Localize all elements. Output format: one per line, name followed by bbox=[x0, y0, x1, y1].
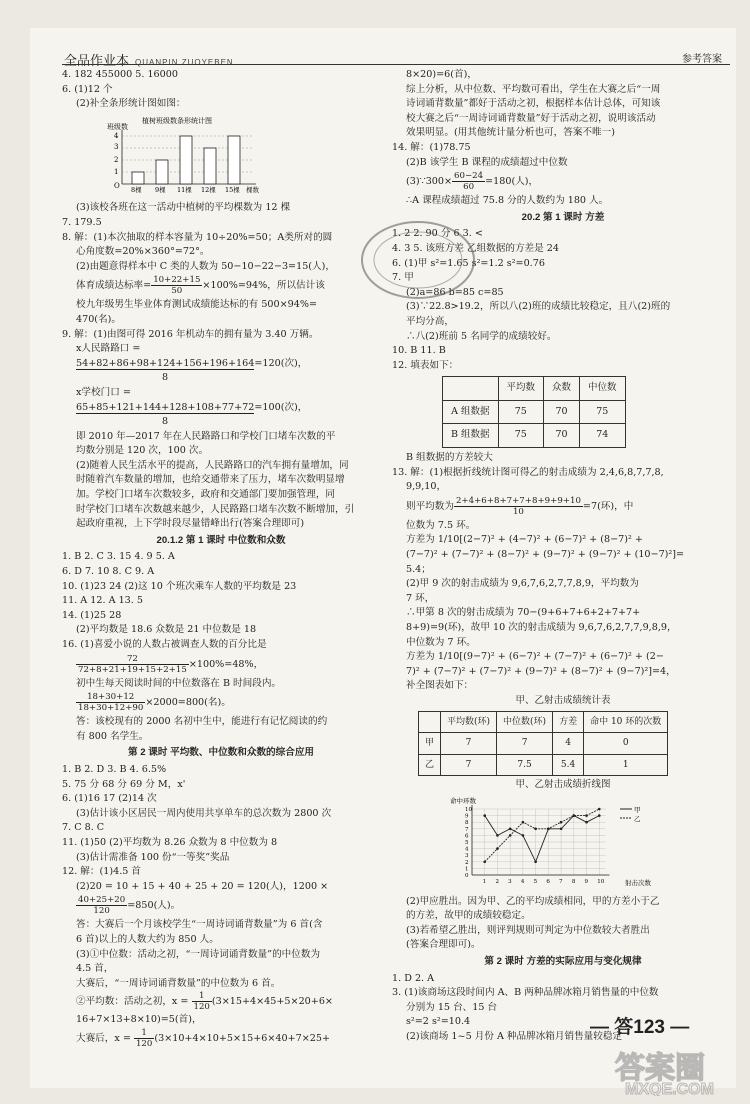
text-line: 位数为 7.5 环。 bbox=[406, 519, 476, 531]
text-line: 470(名)。 bbox=[76, 313, 121, 325]
x-tick: 6 bbox=[546, 878, 550, 885]
left-column bbox=[62, 68, 380, 1050]
text: (3×10+4×10+5×15+6×40+7×25+ bbox=[154, 1032, 331, 1044]
text-line: 7 环， bbox=[406, 592, 435, 604]
x-tick: 2 bbox=[495, 878, 499, 885]
section-title: 第 2 课时 方差的实际应用与变化规律 bbox=[484, 955, 642, 967]
y-tick: 1 bbox=[465, 866, 469, 873]
text-line: 6. D 7. 10 8. C 9. A bbox=[62, 566, 155, 578]
yi-series-point bbox=[560, 821, 563, 824]
numerator: 72 bbox=[76, 654, 189, 665]
text-line: 8. 解：(1)本次抽取的样本容量为 10÷20%=50；A类所对的圆 bbox=[62, 231, 333, 243]
text-line: (2)甲应胜出。因为甲、乙的平均成绩相同，甲的方差小于乙 bbox=[406, 895, 660, 907]
denominator: 72+8+21+19+15+2+15 bbox=[78, 664, 187, 675]
text-line: ∴甲第 8 次的射击成绩为 70−(9+6+7+6+2+7+7+ bbox=[406, 607, 641, 619]
x-tick-labels bbox=[131, 185, 260, 194]
header-rule bbox=[62, 64, 730, 65]
text-line: x学校门口 = bbox=[76, 386, 131, 398]
text-line: 初中生每天阅读时间的中位数落在 B 时间段内。 bbox=[76, 677, 282, 689]
text-line: 8×20)=6(首)， bbox=[406, 69, 477, 80]
text-line: 答：大赛后一个月该校学生“一周诗词诵背数量”为 6 首(含 bbox=[76, 919, 323, 931]
denominator: 18+30+12+90 bbox=[78, 703, 144, 714]
jia-series-point bbox=[534, 860, 537, 863]
chart-caption: 甲、乙射击成绩折线图 bbox=[515, 779, 611, 791]
text-line: 1. B 2. D 3. B 4. 6.5% bbox=[62, 763, 167, 775]
text-line: 起政府重视，上下学时段尽量错峰出行(答案合理即可) bbox=[76, 518, 305, 530]
fraction bbox=[192, 991, 212, 1012]
yi-series-point bbox=[483, 860, 486, 863]
table-cell bbox=[419, 711, 441, 733]
text-line: 方差为 1/10[(9−7)² + (6−7)² + (7−7)² + (6−7)² + (2− bbox=[406, 651, 664, 663]
text-line: (2)该商场 1~5 月份 A 种品牌冰箱月销售量较稳定 bbox=[406, 1030, 623, 1042]
table-cell: 70 bbox=[544, 400, 580, 424]
homework-stamp bbox=[358, 218, 478, 303]
legend-label: 乙 bbox=[634, 814, 641, 823]
line-chart-shooting bbox=[442, 795, 682, 887]
jia-series-point bbox=[522, 834, 525, 837]
table-cell: 平均数(环) bbox=[441, 711, 497, 733]
denominator: 120 bbox=[135, 1038, 153, 1049]
table-cell: 70 bbox=[544, 424, 580, 448]
text-line: ∴八(2)班前 5 名同学的成绩较好。 bbox=[406, 330, 557, 342]
right-column bbox=[392, 68, 734, 1044]
text-line: 时随着汽车数量的增加，也给交通带来了压力，堵车次数明显增 bbox=[76, 474, 345, 486]
text-line: 1. D 2. A bbox=[392, 972, 435, 984]
x-tick: 9 bbox=[584, 878, 589, 885]
y-tick: 9 bbox=[465, 813, 469, 820]
numerator: 2+4+6+8+7+7+8+9+9+10 bbox=[455, 495, 581, 506]
header-left bbox=[64, 50, 234, 69]
text-line: 12. 解：(1)4.5 首 bbox=[62, 866, 141, 878]
svg-text:答案圈: 答案圈 bbox=[615, 1052, 705, 1085]
bar bbox=[132, 172, 144, 184]
text-line: 11. A 12. A 13. 5 bbox=[62, 595, 143, 607]
section-title: 20.1.2 第 1 课时 中位数和众数 bbox=[156, 534, 286, 546]
text-line: 4. 3 5. 该班方差 乙组数据的方差是 24 bbox=[392, 242, 559, 254]
denominator: 8 bbox=[162, 416, 169, 428]
text: 则平均数为 bbox=[406, 500, 454, 512]
y-tick: 10 bbox=[465, 806, 472, 813]
jia-series-point bbox=[496, 834, 499, 837]
text-line: 中位数为 7 环。 bbox=[406, 636, 476, 648]
table-row bbox=[443, 400, 626, 424]
denominator: 120 bbox=[93, 906, 110, 917]
x-tick: 15棵 bbox=[225, 185, 240, 194]
text-line: B 组数据的方差较大 bbox=[406, 452, 493, 464]
yi-series-point bbox=[534, 827, 537, 830]
y-tick: 7 bbox=[465, 826, 469, 833]
jia-series-line bbox=[485, 816, 600, 862]
denominator: 10 bbox=[512, 506, 524, 517]
numerator: 1 bbox=[192, 991, 212, 1002]
text-line: 3. (1)该商场这段时间内 A、B 两种品牌冰箱月销售量的中位数 bbox=[392, 987, 659, 999]
fraction bbox=[134, 1028, 154, 1049]
text: =120(次)， bbox=[254, 357, 308, 369]
text-line: (2)a=86 b=85 c=85 bbox=[406, 286, 504, 298]
text: ×100%=94%，所以估计该 bbox=[202, 280, 325, 292]
table-header-row bbox=[419, 711, 668, 733]
text-line: ∴A 课程成绩超过 75.8 分的人数约为 180 人。 bbox=[406, 195, 609, 207]
text-line bbox=[62, 371, 380, 386]
table-cell: 75 bbox=[498, 400, 544, 424]
denominator: 120 bbox=[193, 1002, 210, 1013]
table-cell: 0 bbox=[584, 733, 668, 755]
text: 体育成绩达标率= bbox=[76, 280, 152, 292]
text-line: 7. 179.5 bbox=[62, 216, 102, 228]
text-line: 心角度数=20%×360°=72°。 bbox=[76, 246, 210, 258]
y-tick: 4 bbox=[465, 846, 469, 853]
text-line: 答：该校现有的 2000 名初中生中，能进行有记忆阅读的约 bbox=[76, 716, 328, 728]
text-line: (答案合理即可)。 bbox=[406, 939, 481, 951]
table-cell: 4 bbox=[553, 733, 584, 755]
text-line bbox=[62, 691, 380, 715]
table-cell: 乙 bbox=[419, 754, 441, 776]
x-tick: 10 bbox=[597, 878, 605, 885]
table-cell: 甲 bbox=[419, 733, 441, 755]
bar bbox=[180, 136, 192, 184]
text-line: 效果明显。(用其他统计量分析也可，答案不唯一) bbox=[406, 127, 615, 139]
text-line: 加。学校门口堵车次数较多，政府和交通部门要加强管理，同 bbox=[76, 489, 336, 501]
table-cell: 75 bbox=[498, 424, 544, 448]
site-watermark bbox=[395, 1038, 735, 1096]
x-tick: 5 bbox=[533, 878, 538, 885]
fraction bbox=[76, 692, 145, 713]
text-line: 时学校门口堵车次数越来越少，人民路路口堵车次数不断增加，引 bbox=[76, 503, 355, 515]
text-line: x人民路路口 = bbox=[76, 343, 141, 355]
text: (3)∵300× bbox=[406, 176, 453, 188]
y-tick: 2 bbox=[465, 859, 469, 866]
text-line: (3)估计需准备 100 份“一等奖”奖品 bbox=[76, 851, 230, 863]
y-tick: 8 bbox=[465, 820, 469, 827]
text-line: 校九年级男生毕业体育测试成绩能达标的有 500×94%= bbox=[76, 299, 318, 311]
yi-series-point bbox=[522, 821, 525, 824]
x-tick: 1 bbox=[482, 878, 487, 885]
text-line: 5.4； bbox=[406, 563, 431, 575]
table-cell bbox=[443, 377, 499, 401]
text-line: 6. (1)12 个 bbox=[62, 83, 113, 95]
numerator: 18+30+12 bbox=[76, 692, 145, 703]
text-line bbox=[62, 991, 380, 1013]
text-line: (3)若希望乙胜出，则评判规则可判定为中位数较大者胜出 bbox=[406, 924, 650, 936]
section-title: 第 2 课时 平均数、中位数和众数的综合应用 bbox=[127, 747, 315, 759]
text-line: 4. 182 455000 5. 16000 bbox=[62, 69, 178, 80]
x-tick: 12棵 bbox=[201, 185, 216, 194]
y-tick-labels bbox=[114, 132, 120, 190]
bar bbox=[156, 160, 168, 184]
text-line: 补全图表如下： bbox=[406, 680, 474, 692]
x-tick: 11棵 bbox=[177, 185, 192, 194]
x-axis-label: 棵数 bbox=[246, 185, 259, 194]
text-line: (3)∵22.8>19.2，所以八(2)班的成绩比较稳定，且八(2)班的 bbox=[406, 301, 671, 313]
text-line: (2)随着人民生活水平的提高，人民路路口的汽车拥有量增加，同 bbox=[76, 459, 349, 471]
text-line: (2)20 = 10 + 15 + 40 + 25 + 20 = 120(人)，1200 × bbox=[76, 880, 329, 892]
fraction bbox=[76, 895, 127, 916]
table-row bbox=[419, 754, 668, 776]
book-title: 全品作业本 bbox=[64, 53, 130, 68]
text-line: 方差为 1/10[(2−7)² + (4−7)² + (6−7)² + (8−7)² + bbox=[406, 534, 643, 546]
jia-series-point bbox=[483, 814, 486, 817]
numerator: 54+82+86+98+124+156+196+164 bbox=[76, 357, 255, 369]
table-cell: 众数 bbox=[544, 377, 580, 401]
y-tick: 0 bbox=[465, 872, 469, 879]
text-line: 14. 解：(1)78.75 bbox=[392, 141, 471, 153]
shooting-table bbox=[418, 711, 668, 777]
text-line: 综上分析，从中位数、平均数可看出，学生在大赛之后“一周 bbox=[406, 83, 661, 95]
text: 大赛后，x = bbox=[76, 1032, 134, 1044]
numerator: 60−24 bbox=[454, 171, 484, 182]
text-line: 平均分高， bbox=[406, 315, 454, 327]
text-line: (3)该校各班在这一活动中植树的平均棵数为 12 棵 bbox=[76, 202, 291, 214]
text-line: 校大赛之后“一周诗词诵背数量”好于活动之初，说明该活动 bbox=[406, 112, 656, 124]
numerator: 10+22+15 bbox=[153, 275, 201, 286]
text-line: 10. B 11. B bbox=[392, 345, 446, 357]
text: ×100%=48%， bbox=[188, 658, 264, 670]
yi-series-point bbox=[585, 814, 588, 817]
yi-series-point bbox=[509, 834, 512, 837]
y-tick: 5 bbox=[465, 839, 469, 846]
text-line: s²=2 s²=10.4 bbox=[406, 1016, 471, 1028]
chart-ylabel: 班级数 bbox=[107, 123, 128, 131]
bar bbox=[228, 136, 240, 184]
text-line: 8+9)=9(环)，故甲 10 次的射击成绩为 9,6,7,6,2,7,7,9,8,9， bbox=[406, 622, 677, 633]
legend-label: 甲 bbox=[634, 805, 641, 814]
y-tick: 4 bbox=[114, 131, 119, 140]
text-line: 5. 75 分 68 分 69 分 M，x' bbox=[62, 778, 186, 790]
x-tick: 9棵 bbox=[155, 185, 166, 194]
table-caption: 甲、乙射击成绩统计表 bbox=[515, 694, 611, 706]
jia-series-point bbox=[509, 827, 512, 830]
text-line: (3)估计该小区居民一周内使用共享单车的总次数为 2800 次 bbox=[76, 807, 332, 819]
text-line: 即 2010 年—2017 年在人民路路口和学校门口堵车次数的平 bbox=[76, 430, 336, 442]
text-line: 12. 填表如下： bbox=[392, 359, 459, 371]
yi-series-point bbox=[547, 827, 550, 830]
denominator: 50 bbox=[171, 286, 183, 297]
text-line: 7)² + (7−7)² + (7−7)² + (9−7)² + (8−7)² + (9−7)²]=4， bbox=[406, 665, 676, 677]
text: =7(环)，中 bbox=[582, 500, 634, 512]
denominator: 8 bbox=[162, 372, 169, 384]
table-cell: 1 bbox=[584, 754, 668, 776]
table-cell: 中位数(环) bbox=[497, 711, 553, 733]
text-line: 11. (1)50 (2)平均数为 8.26 众数为 8 中位数为 8 bbox=[62, 836, 278, 848]
table-row bbox=[419, 733, 668, 755]
y-tick: 1 bbox=[114, 167, 119, 176]
jia-series-point bbox=[598, 814, 601, 817]
numerator: 40+25+20 bbox=[78, 895, 126, 906]
text: =100(次)， bbox=[254, 401, 308, 413]
text-line: (3)①中位数：活动之初，“一周诗词诵背数量”的中位数为 bbox=[76, 948, 321, 960]
table-cell: 7 bbox=[497, 733, 553, 755]
text-line bbox=[62, 653, 380, 677]
text-line: 9. 解：(1)由图可得 2016 年机动车的拥有量为 3.40 万辆。 bbox=[62, 328, 319, 340]
text-line bbox=[62, 1028, 380, 1050]
text-line bbox=[62, 415, 380, 430]
svg-text:MXQE.COM: MXQE.COM bbox=[625, 1081, 714, 1096]
text-line: 4.5 首， bbox=[76, 963, 114, 975]
legend bbox=[620, 806, 641, 823]
y-tick: 6 bbox=[465, 833, 469, 840]
table-cell: 7.5 bbox=[497, 754, 553, 776]
text-line: (2)平均数是 18.6 众数是 21 中位数是 18 bbox=[76, 624, 257, 636]
x-tick: 8棵 bbox=[131, 185, 142, 194]
text-line bbox=[62, 357, 380, 372]
stats-table bbox=[442, 376, 626, 448]
chart-title: 植树班级数条形统计图 bbox=[142, 117, 212, 125]
table-cell: 74 bbox=[580, 424, 626, 448]
text-line bbox=[62, 894, 380, 918]
text-line: 1. B 2. C 3. 15 4. 9 5. A bbox=[62, 551, 175, 563]
text-line: 16. (1)喜爱小说的人数占被调查人数的百分比是 bbox=[62, 639, 267, 650]
jia-series-point bbox=[560, 827, 563, 830]
table-cell: 平均数 bbox=[498, 377, 544, 401]
text-line bbox=[392, 170, 734, 194]
denominator: 60 bbox=[463, 182, 475, 193]
y-tick: 3 bbox=[114, 142, 119, 151]
text-line: 6. (1)甲 s²=1.65 s²=1.2 s²=0.76 bbox=[392, 257, 545, 269]
table-cell: 方差 bbox=[553, 711, 584, 733]
text-line: (2)B 该学生 B 课程的成绩超过中位数 bbox=[406, 156, 568, 168]
numerator: 65+85+121+144+128+108+77+72 bbox=[76, 401, 255, 413]
text-line: 1. 2 2. 90 分 6 3. < bbox=[392, 228, 483, 240]
y-tick: 3 bbox=[465, 853, 469, 860]
table-cell: 命中 10 环的次数 bbox=[584, 711, 668, 733]
text-line: (2)甲 9 次的射击成绩为 9,6,7,6,2,7,7,8,9，平均数为 bbox=[406, 578, 639, 590]
text: =850(人)。 bbox=[127, 900, 181, 912]
fraction bbox=[151, 275, 202, 296]
text-line: 大赛后，“一周诗词诵背数量”的中位数为 6 首。 bbox=[76, 977, 281, 989]
text-line: 9,9,10， bbox=[406, 481, 447, 493]
text-line: 13. 解：(1)根据折线统计图可得乙的射击成绩为 2,4,6,8,7,7,8, bbox=[392, 466, 664, 478]
text-line: 10. (1)23 24 (2)这 10 个班次乘车人数的平均数是 23 bbox=[62, 580, 297, 592]
text-line: 6. (1)16 17 (2)14 次 bbox=[62, 793, 157, 805]
text-line: (2)由题意得样本中 C 类的人数为 50−10−22−3=15(人)， bbox=[76, 260, 335, 272]
chart-xlabel: 射击次数 bbox=[625, 879, 651, 887]
text: (3×15+4×45+5×20+6× bbox=[211, 996, 333, 1008]
x-tick: 8 bbox=[571, 878, 576, 885]
table-cell: 75 bbox=[580, 400, 626, 424]
bar bbox=[204, 148, 216, 184]
text-line: 均数分别是 120 次，100 次。 bbox=[76, 445, 209, 457]
table-cell: 7 bbox=[441, 754, 497, 776]
text-line bbox=[392, 495, 734, 519]
text-line: 有 800 名学生。 bbox=[76, 730, 149, 742]
text-line: 16+7×13+8×10)=5(首)， bbox=[76, 1014, 202, 1026]
chart-ylabel: 命中环数 bbox=[450, 797, 476, 805]
book-pinyin: QUANPIN ZUOYEBEN bbox=[135, 58, 234, 67]
table-cell: B 组数据 bbox=[443, 424, 499, 448]
fraction bbox=[452, 171, 485, 192]
table-cell: 5.4 bbox=[553, 754, 584, 776]
text-line: 7. C 8. C bbox=[62, 822, 105, 834]
x-tick: 4 bbox=[520, 878, 525, 885]
text-line: 6 首)以上的人数大约为 850 人。 bbox=[76, 933, 219, 945]
text: ×2000=800(名)。 bbox=[145, 697, 231, 709]
header-right: 参考答案 bbox=[682, 54, 722, 65]
table-row bbox=[443, 424, 626, 448]
x-tick: 3 bbox=[508, 878, 512, 885]
y-tick: 2 bbox=[114, 155, 119, 164]
table-cell: 7 bbox=[441, 733, 497, 755]
text: =180(人)， bbox=[485, 176, 539, 188]
y-tick: O bbox=[114, 181, 120, 190]
text-line: 分别为 15 台、15 台 bbox=[406, 1001, 498, 1013]
text-line bbox=[62, 274, 380, 298]
yi-series-point bbox=[496, 847, 499, 850]
yi-series-point bbox=[598, 808, 601, 811]
text: ②平均数：活动之初，x = bbox=[76, 996, 192, 1008]
x-tick: 7 bbox=[559, 878, 563, 885]
text-line bbox=[62, 401, 380, 416]
yi-series-point bbox=[573, 814, 576, 817]
text-line: (7−7)² + (7−7)² + (8−7)² + (9−7)² + (9−7)² + (10−7)²]= bbox=[406, 549, 685, 561]
table-header-row bbox=[443, 377, 626, 401]
jia-series-point bbox=[585, 821, 588, 824]
text-line: 的方差，故甲的成绩较稳定。 bbox=[406, 910, 531, 922]
fraction bbox=[76, 654, 189, 675]
text-line: (2)补全条形统计图如图： bbox=[76, 98, 186, 110]
bar-chart-trees bbox=[62, 114, 262, 194]
fraction bbox=[454, 496, 583, 517]
text-line: 14. (1)25 28 bbox=[62, 609, 122, 621]
numerator: 1 bbox=[134, 1028, 154, 1039]
table-cell: 中位数 bbox=[580, 377, 626, 401]
page-number: — 答123 — bbox=[590, 1017, 690, 1038]
text-line: 诗词诵背数量”都好于活动之初，根据样本估计总体，可知该 bbox=[406, 98, 661, 110]
table-cell: A 组数据 bbox=[443, 400, 499, 424]
section-title: 20.2 第 1 课时 方差 bbox=[521, 211, 605, 223]
text-line: 7. 甲 bbox=[392, 272, 414, 284]
